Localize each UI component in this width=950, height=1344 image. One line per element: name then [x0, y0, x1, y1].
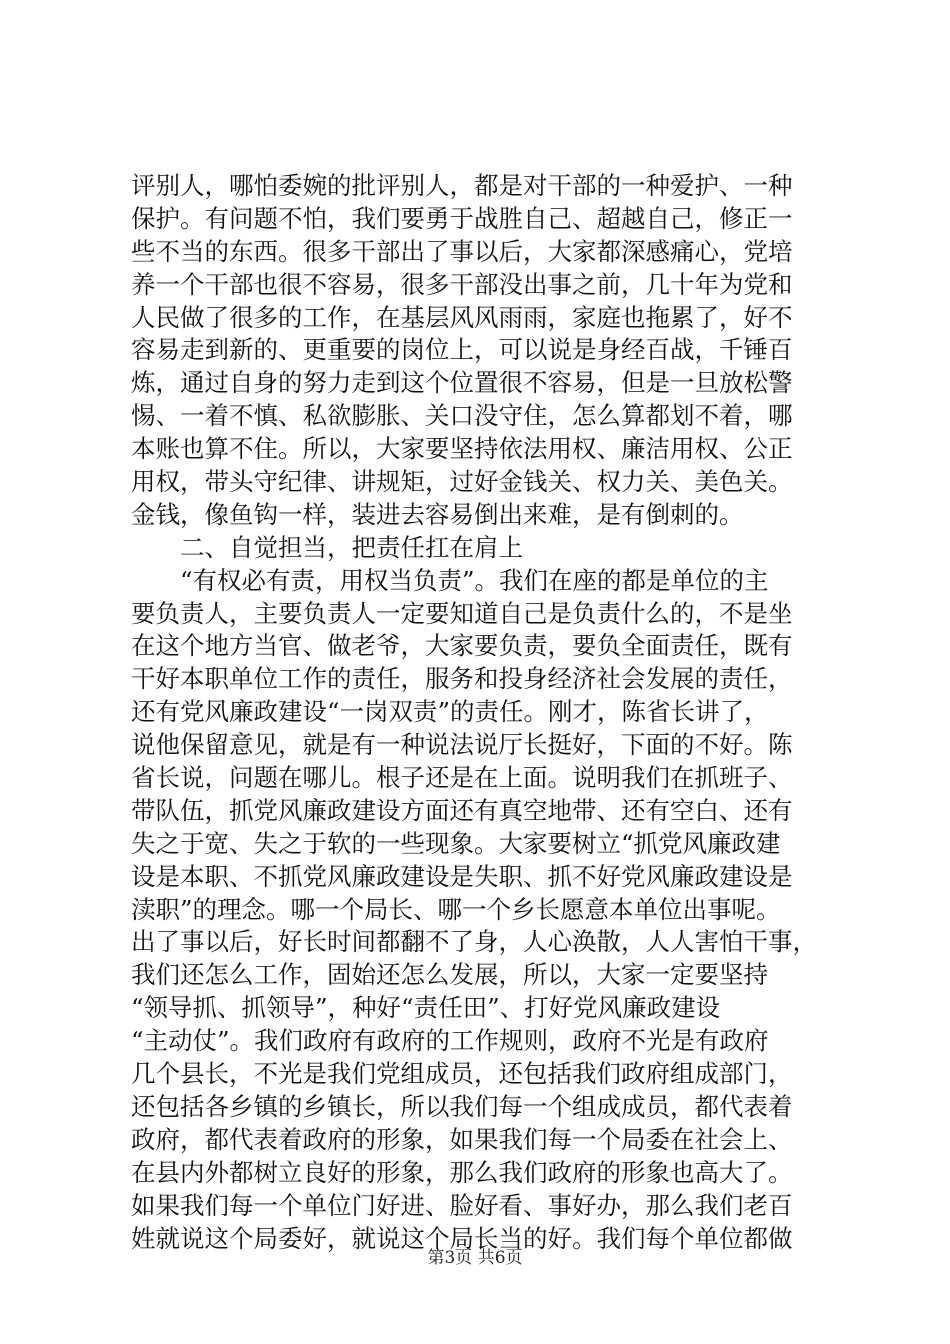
text-line: 政府，都代表着政府的形象，如果我们每一个局委在社会上、	[131, 1124, 793, 1154]
text-line: 渎职”的理念。哪一个局长、哪一个乡长愿意本单位出事呢。	[131, 894, 781, 924]
text-line: 出了事以后，好长时间都翻不了身，人心涣散，人人害怕干事，	[131, 927, 817, 957]
text-line: 省长说，问题在哪儿。根子还是在上面。说明我们在抓班子、	[131, 763, 793, 793]
text-line: 保护。有问题不怕，我们要勇于战胜自己、超越自己，修正一	[131, 203, 793, 233]
text-line: 设是本职、不抓党风廉政建设是失职、抓不好党风廉政建设是	[131, 861, 793, 891]
text-line: 惕、一着不慎、私欲膨胀、关口没守住，怎么算都划不着，哪	[131, 401, 793, 431]
text-line: 本账也算不住。所以，大家要坚持依法用权、廉洁用权、公正	[131, 434, 793, 464]
text-line: 养一个干部也很不容易，很多干部没出事之前，几十年为党和	[131, 269, 793, 299]
text-line: “领导抓、抓领导”，种好“责任田”、打好党风廉政建设	[131, 993, 721, 1023]
text-line: 还有党风廉政建设“一岗双责”的责任。刚才，陈省长讲了，	[131, 697, 769, 727]
document-body	[131, 170, 831, 1255]
text-line: 容易走到新的、更重要的岗位上，可以说是身经百战，千锤百	[131, 335, 793, 365]
text-line: 还包括各乡镇的乡镇长，所以我们每一个组成成员，都代表着	[131, 1091, 793, 1121]
text-line: 金钱，像鱼钩一样，装进去容易倒出来难，是有倒刺的。	[131, 499, 744, 529]
text-line: 炼，通过自身的努力走到这个位置很不容易，但是一旦放松警	[131, 368, 793, 398]
text-line: 用权，带头守纪律、讲规矩，过好金钱关、权力关、美色关。	[131, 467, 793, 497]
text-line: “主动仗”。我们政府有政府的工作规则，政府不光是有政府	[131, 1026, 769, 1056]
text-line: 人民做了很多的工作，在基层风风雨雨，家庭也拖累了，好不	[131, 302, 793, 332]
text-line: 带队伍，抓党风廉政建设方面还有真空地带、还有空白、还有	[131, 795, 793, 825]
text-line: 我们还怎么工作，固始还怎么发展，所以，大家一定要坚持	[131, 960, 768, 990]
text-line: 如果我们每一个单位门好进、脸好看、事好办，那么我们老百	[131, 1190, 793, 1220]
text-line: 要负责人，主要负责人一定要知道自己是负责什么的，不是坐	[131, 598, 793, 628]
page-number-footer: 第3页 共6页	[427, 1248, 523, 1268]
text-line: 干好本职单位工作的责任，服务和投身经济社会发展的责任，	[131, 664, 793, 694]
section-heading: 二、自觉担当，把责任扛在肩上	[180, 532, 523, 562]
paragraph-first-line: “有权必有责，用权当负责”。我们在座的都是单位的主	[180, 565, 769, 595]
text-line: 失之于宽、失之于软的一些现象。大家要树立“抓党风廉政建	[131, 828, 781, 858]
text-line: 在县内外都树立良好的形象，那么我们政府的形象也高大了。	[131, 1157, 793, 1187]
text-line: 在这个地方当官、做老爷，大家要负责，要负全面责任，既有	[131, 631, 793, 661]
text-line: 几个县长，不光是我们党组成员，还包括我们政府组成部门，	[131, 1059, 793, 1089]
text-line: 姓就说这个局委好，就说这个局长当的好。我们每个单位都做	[131, 1223, 793, 1253]
text-line: 说他保留意见，就是有一种说法说厅长挺好，下面的不好。陈	[131, 730, 793, 760]
text-line: 些不当的东西。很多干部出了事以后，大家都深感痛心，党培	[131, 236, 793, 266]
text-line: 评别人，哪怕委婉的批评别人，都是对干部的一种爱护、一种	[131, 171, 793, 200]
